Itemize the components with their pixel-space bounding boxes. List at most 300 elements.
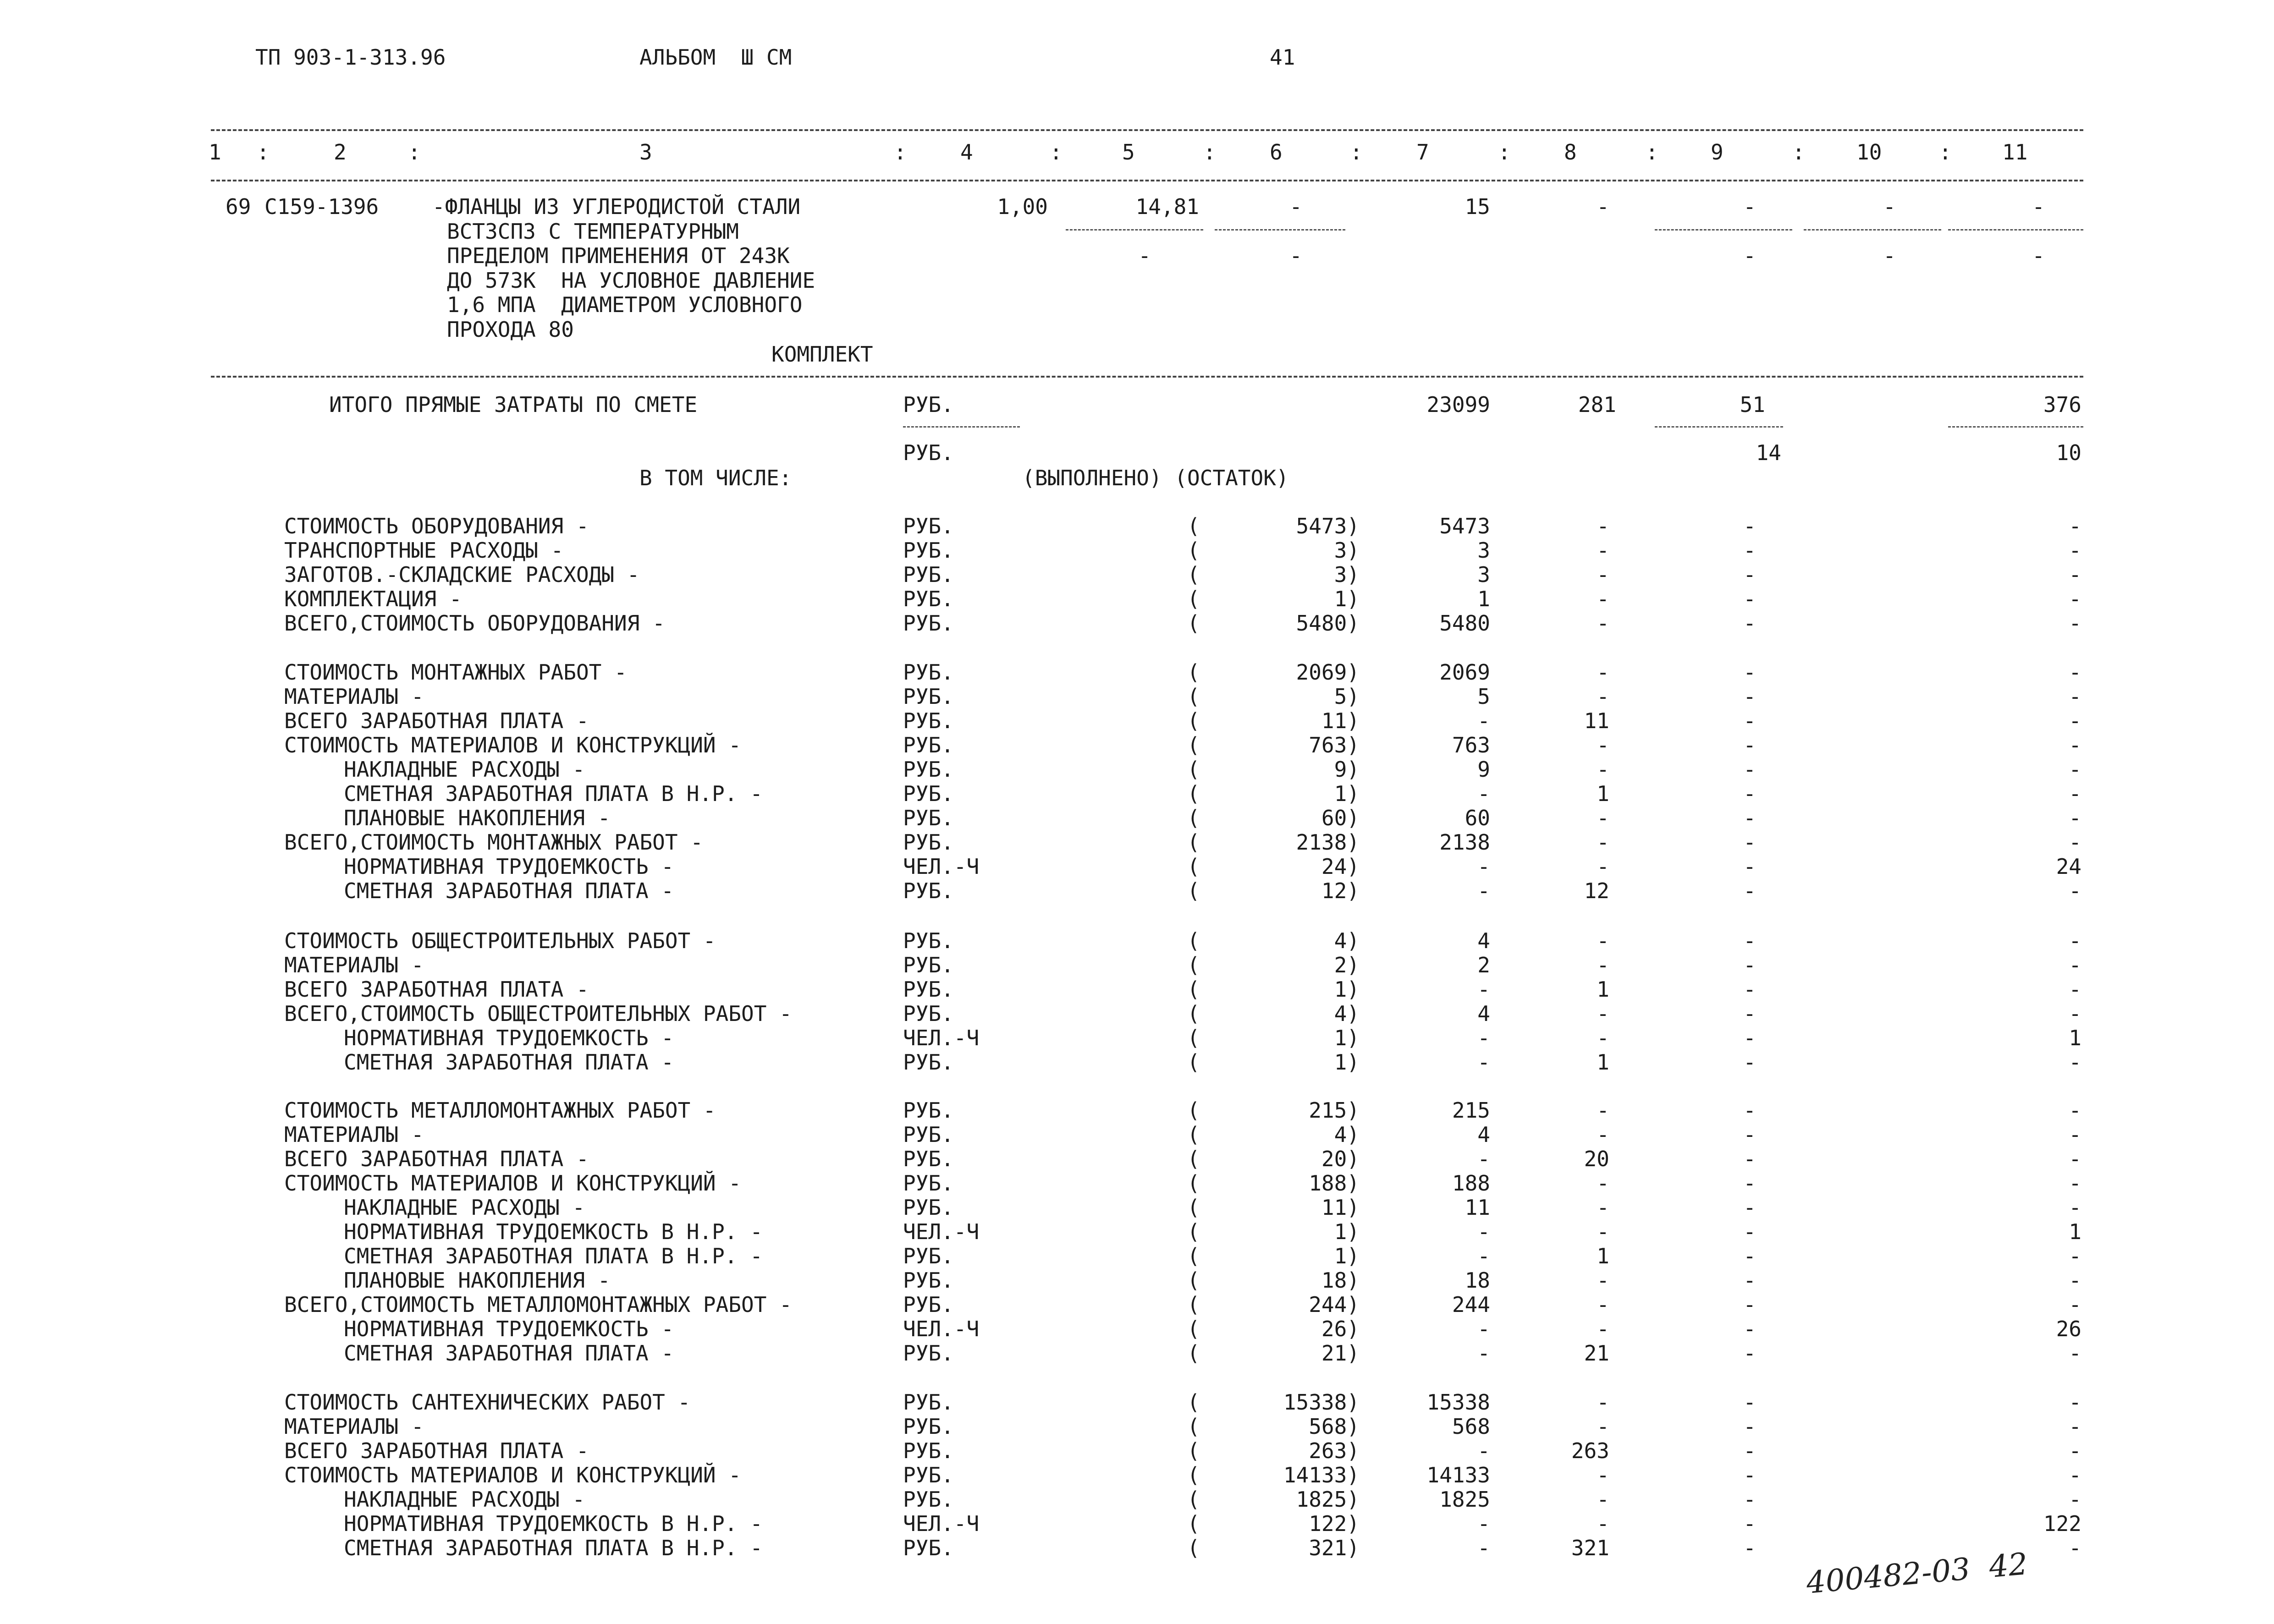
row-col9: - xyxy=(1743,611,1756,636)
row-label: НОРМАТИВНАЯ ТРУДОЕМКОСТЬ В Н.Р. - xyxy=(344,1219,763,1244)
row-col9: - xyxy=(1743,1414,1756,1439)
item-col6: - xyxy=(1289,194,1302,219)
column-number-7: 7 xyxy=(1416,140,1429,165)
row-open-paren: ( xyxy=(1187,1536,1200,1560)
row-col9: - xyxy=(1743,757,1756,782)
row-label: СМЕТНАЯ ЗАРАБОТНАЯ ПЛАТА - xyxy=(344,878,674,903)
row-col9: - xyxy=(1743,733,1756,757)
row-done-value: 11) xyxy=(1321,1195,1360,1220)
row-open-paren: ( xyxy=(1187,878,1200,903)
row-col11: - xyxy=(2069,562,2081,587)
row-label: ВСЕГО,СТОИМОСТЬ ОБЩЕСТРОИТЕЛЬНЫХ РАБОТ - xyxy=(284,1001,792,1026)
row-col7: - xyxy=(1477,1147,1490,1171)
row-col8: 1 xyxy=(1597,977,1609,1002)
row-done-value: 20) xyxy=(1321,1147,1360,1171)
item-col10: - xyxy=(1883,194,1896,219)
row-label: СМЕТНАЯ ЗАРАБОТНАЯ ПЛАТА В Н.Р. - xyxy=(344,781,763,806)
top-rule xyxy=(211,129,2083,131)
totals-col7: 23099 xyxy=(1426,392,1490,417)
row-done-value: 2) xyxy=(1334,953,1360,977)
row-col11: - xyxy=(2069,757,2081,782)
row-done-value: 9) xyxy=(1334,757,1360,782)
row-col8: 12 xyxy=(1584,878,1609,903)
row-col7: - xyxy=(1477,781,1490,806)
row-open-paren: ( xyxy=(1187,514,1200,538)
item-description-line: ПРОХОДА 80 xyxy=(447,317,574,342)
row-col11: 26 xyxy=(2056,1317,2081,1341)
row-col11: - xyxy=(2069,1438,2081,1463)
row-col11: - xyxy=(2069,1147,2081,1171)
totals-col9-second: 14 xyxy=(1756,440,1781,465)
item-description-line: ДО 573К НА УСЛОВНОЕ ДАВЛЕНИЕ xyxy=(447,268,815,293)
row-col9: - xyxy=(1743,684,1756,709)
row-col7: 763 xyxy=(1452,733,1490,757)
item-underline-5 xyxy=(1066,229,1203,230)
item-description-line: ВСТЗСПЗ С ТЕМПЕРАТУРНЫМ xyxy=(447,219,739,244)
row-open-paren: ( xyxy=(1187,1219,1200,1244)
row-col8: - xyxy=(1597,611,1609,636)
row-col8: - xyxy=(1597,1390,1609,1415)
row-col8: 263 xyxy=(1571,1438,1609,1463)
row-unit: ЧЕЛ.-Ч xyxy=(903,1511,980,1536)
row-label: МАТЕРИАЛЫ - xyxy=(284,1122,424,1147)
row-label: НАКЛАДНЫЕ РАСХОДЫ - xyxy=(344,1487,585,1512)
row-done-value: 1) xyxy=(1334,977,1360,1002)
row-col9: - xyxy=(1743,1292,1756,1317)
row-col11: - xyxy=(2069,684,2081,709)
row-col11: - xyxy=(2069,878,2081,903)
row-col8: - xyxy=(1597,854,1609,879)
row-done-value: 4) xyxy=(1334,1001,1360,1026)
row-col9: - xyxy=(1743,1147,1756,1171)
item-col4: 1,00 xyxy=(997,194,1048,219)
row-col9: - xyxy=(1743,781,1756,806)
row-open-paren: ( xyxy=(1187,854,1200,879)
row-unit: РУБ. xyxy=(903,1536,954,1560)
row-col11: - xyxy=(2069,1390,2081,1415)
row-open-paren: ( xyxy=(1187,538,1200,563)
row-col8: 21 xyxy=(1584,1341,1609,1366)
row-col7: 568 xyxy=(1452,1414,1490,1439)
row-unit: РУБ. xyxy=(903,1268,954,1293)
row-col8: - xyxy=(1597,757,1609,782)
row-col7: 1 xyxy=(1477,587,1490,611)
row-col9: - xyxy=(1743,562,1756,587)
item-col7: 15 xyxy=(1465,194,1490,219)
row-label: ВСЕГО ЗАРАБОТНАЯ ПЛАТА - xyxy=(284,977,589,1002)
row-label: ВСЕГО ЗАРАБОТНАЯ ПЛАТА - xyxy=(284,708,589,733)
row-col8: - xyxy=(1597,1268,1609,1293)
row-label: ПЛАНОВЫЕ НАКОПЛЕНИЯ - xyxy=(344,806,611,830)
row-label: СТОИМОСТЬ ОБОРУДОВАНИЯ - xyxy=(284,514,589,538)
row-col8: - xyxy=(1597,733,1609,757)
row-open-paren: ( xyxy=(1187,1390,1200,1415)
row-col7: 3 xyxy=(1477,538,1490,563)
row-done-value: 568) xyxy=(1309,1414,1360,1439)
totals-unit-second: РУБ. xyxy=(903,440,954,465)
row-col8: 1 xyxy=(1597,1244,1609,1268)
row-done-value: 4) xyxy=(1334,1122,1360,1147)
row-label: КОМПЛЕКТАЦИЯ - xyxy=(284,587,462,611)
row-col9: - xyxy=(1743,1244,1756,1268)
row-col7: 14133 xyxy=(1426,1463,1490,1487)
row-col8: - xyxy=(1597,830,1609,855)
row-col11: 122 xyxy=(2043,1511,2081,1536)
row-done-value: 263) xyxy=(1309,1438,1360,1463)
row-col7: 2138 xyxy=(1439,830,1490,855)
row-unit: РУБ. xyxy=(903,1171,954,1196)
row-label: ВСЕГО,СТОИМОСТЬ МОНТАЖНЫХ РАБОТ - xyxy=(284,830,703,855)
row-unit: РУБ. xyxy=(903,708,954,733)
row-open-paren: ( xyxy=(1187,1268,1200,1293)
row-done-value: 1) xyxy=(1334,1219,1360,1244)
item-underline-6 xyxy=(1215,229,1345,230)
row-done-value: 26) xyxy=(1321,1317,1360,1341)
item-description-line: ПРЕДЕЛОМ ПРИМЕНЕНИЯ ОТ 243К xyxy=(447,243,790,269)
row-col9: - xyxy=(1743,1001,1756,1026)
row-open-paren: ( xyxy=(1187,1292,1200,1317)
row-unit: РУБ. xyxy=(903,928,954,953)
row-unit: РУБ. xyxy=(903,1292,954,1317)
row-col8: - xyxy=(1597,953,1609,977)
row-done-value: 24) xyxy=(1321,854,1360,879)
row-label: НОРМАТИВНАЯ ТРУДОЕМКОСТЬ - xyxy=(344,1026,674,1050)
totals-unit: РУБ. xyxy=(903,392,954,417)
row-col11: - xyxy=(2069,977,2081,1002)
row-unit: РУБ. xyxy=(903,781,954,806)
totals-underline-11 xyxy=(1948,426,2083,428)
row-col11: - xyxy=(2069,1195,2081,1220)
row-done-value: 1) xyxy=(1334,781,1360,806)
item-col6-second: - xyxy=(1289,243,1302,268)
row-label: НОРМАТИВНАЯ ТРУДОЕМКОСТЬ В Н.Р. - xyxy=(344,1511,763,1536)
row-col7: - xyxy=(1477,854,1490,879)
row-unit: ЧЕЛ.-Ч xyxy=(903,854,980,879)
row-col9: - xyxy=(1743,854,1756,879)
row-col7: - xyxy=(1477,708,1490,733)
item-col9: - xyxy=(1743,194,1756,219)
row-done-value: 1825) xyxy=(1296,1487,1360,1512)
row-col9: - xyxy=(1743,514,1756,538)
row-col8: - xyxy=(1597,1292,1609,1317)
column-separator: : xyxy=(1498,140,1511,165)
album-label: АЛЬБОМ Ш СМ xyxy=(639,45,792,70)
subtotal-heading: В ТОМ ЧИСЛЕ: xyxy=(639,466,792,490)
row-open-paren: ( xyxy=(1187,1050,1200,1075)
row-open-paren: ( xyxy=(1187,1026,1200,1050)
row-label: МАТЕРИАЛЫ - xyxy=(284,1414,424,1439)
row-col11: - xyxy=(2069,1341,2081,1366)
row-col8: - xyxy=(1597,1317,1609,1341)
row-col11: - xyxy=(2069,1171,2081,1196)
item-number: 69 xyxy=(226,194,251,219)
row-label: ТРАНСПОРТНЫЕ РАСХОДЫ - xyxy=(284,538,564,563)
row-col8: - xyxy=(1597,684,1609,709)
row-col11: - xyxy=(2069,1414,2081,1439)
row-col8: - xyxy=(1597,587,1609,611)
row-unit: РУБ. xyxy=(903,1438,954,1463)
row-col9: - xyxy=(1743,1268,1756,1293)
row-col9: - xyxy=(1743,1026,1756,1050)
column-separator: : xyxy=(1203,140,1216,165)
row-col9: - xyxy=(1743,1438,1756,1463)
row-col8: - xyxy=(1597,1511,1609,1536)
row-done-value: 14133) xyxy=(1283,1463,1360,1487)
totals-underline-unit xyxy=(903,426,1020,428)
item-col11-second: - xyxy=(2032,243,2045,268)
row-open-paren: ( xyxy=(1187,708,1200,733)
row-done-value: 11) xyxy=(1321,708,1360,733)
row-open-paren: ( xyxy=(1187,1001,1200,1026)
row-col9: - xyxy=(1743,1171,1756,1196)
row-done-value: 122) xyxy=(1309,1511,1360,1536)
row-col9: - xyxy=(1743,708,1756,733)
row-col11: - xyxy=(2069,1487,2081,1512)
row-unit: РУБ. xyxy=(903,733,954,757)
row-col11: - xyxy=(2069,660,2081,685)
row-done-value: 2138) xyxy=(1296,830,1360,855)
row-col7: 244 xyxy=(1452,1292,1490,1317)
row-done-value: 1) xyxy=(1334,1244,1360,1268)
column-separator: : xyxy=(408,140,421,165)
row-col7: 60 xyxy=(1465,806,1490,830)
column-separator: : xyxy=(1646,140,1658,165)
row-col8: - xyxy=(1597,562,1609,587)
row-col11: - xyxy=(2069,1463,2081,1487)
row-col8: - xyxy=(1597,514,1609,538)
row-col11: - xyxy=(2069,1268,2081,1293)
row-col9: - xyxy=(1743,953,1756,977)
row-unit: РУБ. xyxy=(903,1098,954,1123)
row-label: НАКЛАДНЫЕ РАСХОДЫ - xyxy=(344,1195,585,1220)
row-col7: 2069 xyxy=(1439,660,1490,685)
row-label: ЗАГОТОВ.-СКЛАДСКИЕ РАСХОДЫ - xyxy=(284,562,640,587)
row-col11: - xyxy=(2069,733,2081,757)
row-col7: 1825 xyxy=(1439,1487,1490,1512)
row-col7: 11 xyxy=(1465,1195,1490,1220)
row-col9: - xyxy=(1743,806,1756,830)
row-unit: ЧЕЛ.-Ч xyxy=(903,1317,980,1341)
item-code: С159-1396 xyxy=(264,194,379,219)
row-open-paren: ( xyxy=(1187,1438,1200,1463)
row-col11: - xyxy=(2069,514,2081,538)
row-col11: 1 xyxy=(2069,1219,2081,1244)
row-unit: РУБ. xyxy=(903,538,954,563)
column-separator: : xyxy=(1050,140,1063,165)
row-col8: 321 xyxy=(1571,1536,1609,1560)
row-col7: 5473 xyxy=(1439,514,1490,538)
row-col9: - xyxy=(1743,878,1756,903)
row-col11: - xyxy=(2069,781,2081,806)
row-col11: - xyxy=(2069,708,2081,733)
column-number-6: 6 xyxy=(1270,140,1283,165)
row-done-value: 188) xyxy=(1309,1171,1360,1196)
item-bottom-rule xyxy=(211,376,2083,378)
row-col7: 4 xyxy=(1477,928,1490,953)
handwritten-note: 400482-03 42 xyxy=(1805,1546,2029,1601)
row-unit: РУБ. xyxy=(903,806,954,830)
row-unit: РУБ. xyxy=(903,878,954,903)
row-col8: - xyxy=(1597,1219,1609,1244)
column-number-3: 3 xyxy=(639,140,652,165)
row-label: ВСЕГО ЗАРАБОТНАЯ ПЛАТА - xyxy=(284,1147,589,1171)
row-unit: РУБ. xyxy=(903,953,954,977)
item-description-line: -ФЛАНЦЫ ИЗ УГЛЕРОДИСТОЙ СТАЛИ xyxy=(432,194,801,219)
row-done-value: 1) xyxy=(1334,1050,1360,1075)
row-col8: - xyxy=(1597,1463,1609,1487)
row-col7: 5 xyxy=(1477,684,1490,709)
column-number-4: 4 xyxy=(960,140,973,165)
done-remaining-heading: (ВЫПОЛНЕНО) (ОСТАТОК) xyxy=(1022,466,1289,490)
row-label: ВСЕГО ЗАРАБОТНАЯ ПЛАТА - xyxy=(284,1438,589,1463)
row-col9: - xyxy=(1743,660,1756,685)
row-open-paren: ( xyxy=(1187,1487,1200,1512)
column-number-1: 1 xyxy=(209,140,221,165)
row-unit: РУБ. xyxy=(903,684,954,709)
row-label: СМЕТНАЯ ЗАРАБОТНАЯ ПЛАТА - xyxy=(344,1341,674,1366)
row-done-value: 5473) xyxy=(1296,514,1360,538)
row-col11: - xyxy=(2069,611,2081,636)
row-col9: - xyxy=(1743,1390,1756,1415)
row-col11: - xyxy=(2069,806,2081,830)
row-open-paren: ( xyxy=(1187,733,1200,757)
row-label: ПЛАНОВЫЕ НАКОПЛЕНИЯ - xyxy=(344,1268,611,1293)
row-done-value: 321) xyxy=(1309,1536,1360,1560)
row-col7: - xyxy=(1477,1317,1490,1341)
row-unit: РУБ. xyxy=(903,1341,954,1366)
row-done-value: 15338) xyxy=(1283,1390,1360,1415)
row-label: СМЕТНАЯ ЗАРАБОТНАЯ ПЛАТА В Н.Р. - xyxy=(344,1244,763,1268)
column-number-11: 11 xyxy=(2002,140,2028,165)
column-separator: : xyxy=(1939,140,1952,165)
column-number-2: 2 xyxy=(334,140,347,165)
row-open-paren: ( xyxy=(1187,562,1200,587)
row-done-value: 12) xyxy=(1321,878,1360,903)
row-col11: - xyxy=(2069,1536,2081,1560)
row-col7: 4 xyxy=(1477,1122,1490,1147)
row-label: СТОИМОСТЬ МОНТАЖНЫХ РАБОТ - xyxy=(284,660,627,685)
row-col7: 188 xyxy=(1452,1171,1490,1196)
row-unit: РУБ. xyxy=(903,660,954,685)
row-col7: - xyxy=(1477,1438,1490,1463)
item-underline-11 xyxy=(1948,229,2083,230)
row-done-value: 3) xyxy=(1334,562,1360,587)
row-col9: - xyxy=(1743,1122,1756,1147)
row-col7: - xyxy=(1477,1219,1490,1244)
row-unit: РУБ. xyxy=(903,1414,954,1439)
row-open-paren: ( xyxy=(1187,928,1200,953)
row-done-value: 5480) xyxy=(1296,611,1360,636)
column-number-10: 10 xyxy=(1856,140,1882,165)
row-done-value: 5) xyxy=(1334,684,1360,709)
row-label: ВСЕГО,СТОИМОСТЬ МЕТАЛЛОМОНТАЖНЫХ РАБОТ - xyxy=(284,1292,792,1317)
row-unit: РУБ. xyxy=(903,977,954,1002)
item-col11: - xyxy=(2032,194,2045,219)
row-open-paren: ( xyxy=(1187,1171,1200,1196)
row-label: ВСЕГО,СТОИМОСТЬ ОБОРУДОВАНИЯ - xyxy=(284,611,665,636)
row-open-paren: ( xyxy=(1187,757,1200,782)
row-col7: 15338 xyxy=(1426,1390,1490,1415)
row-done-value: 1) xyxy=(1334,587,1360,611)
row-col7: 9 xyxy=(1477,757,1490,782)
row-col11: 1 xyxy=(2069,1026,2081,1050)
row-col8: 20 xyxy=(1584,1147,1609,1171)
row-open-paren: ( xyxy=(1187,781,1200,806)
row-open-paren: ( xyxy=(1187,660,1200,685)
row-open-paren: ( xyxy=(1187,1341,1200,1366)
row-unit: РУБ. xyxy=(903,514,954,538)
row-col8: - xyxy=(1597,1171,1609,1196)
row-open-paren: ( xyxy=(1187,953,1200,977)
row-done-value: 1) xyxy=(1334,1026,1360,1050)
row-col11: - xyxy=(2069,1122,2081,1147)
row-unit: РУБ. xyxy=(903,1001,954,1026)
row-col7: - xyxy=(1477,1341,1490,1366)
row-col8: - xyxy=(1597,660,1609,685)
row-unit: РУБ. xyxy=(903,562,954,587)
row-done-value: 215) xyxy=(1309,1098,1360,1123)
row-label: МАТЕРИАЛЫ - xyxy=(284,684,424,709)
row-col8: - xyxy=(1597,1026,1609,1050)
row-col9: - xyxy=(1743,1536,1756,1560)
row-open-paren: ( xyxy=(1187,684,1200,709)
row-unit: РУБ. xyxy=(903,1195,954,1220)
row-col11: - xyxy=(2069,1292,2081,1317)
row-col7: 4 xyxy=(1477,1001,1490,1026)
row-col11: - xyxy=(2069,587,2081,611)
row-open-paren: ( xyxy=(1187,1317,1200,1341)
row-col7: 3 xyxy=(1477,562,1490,587)
row-unit: ЧЕЛ.-Ч xyxy=(903,1026,980,1050)
totals-col9: 51 xyxy=(1740,392,1765,417)
column-separator: : xyxy=(257,140,270,165)
row-open-paren: ( xyxy=(1187,806,1200,830)
item-description-line: 1,6 МПА ДИАМЕТРОМ УСЛОВНОГО xyxy=(447,292,803,318)
row-col7: 2 xyxy=(1477,953,1490,977)
row-open-paren: ( xyxy=(1187,611,1200,636)
row-col11: - xyxy=(2069,1001,2081,1026)
row-unit: РУБ. xyxy=(903,1487,954,1512)
row-col9: - xyxy=(1743,977,1756,1002)
item-underline-9 xyxy=(1655,229,1792,230)
row-done-value: 2069) xyxy=(1296,660,1360,685)
totals-col11-second: 10 xyxy=(2056,440,2081,465)
item-underline-10 xyxy=(1804,229,1941,230)
row-col9: - xyxy=(1743,1195,1756,1220)
row-label: СМЕТНАЯ ЗАРАБОТНАЯ ПЛАТА - xyxy=(344,1050,674,1075)
row-label: СТОИМОСТЬ МАТЕРИАЛОВ И КОНСТРУКЦИЙ - xyxy=(284,1171,741,1196)
row-unit: РУБ. xyxy=(903,1050,954,1075)
row-col7: - xyxy=(1477,1050,1490,1075)
totals-label: ИТОГО ПРЯМЫЕ ЗАТРАТЫ ПО СМЕТЕ xyxy=(329,392,698,417)
row-col11: - xyxy=(2069,953,2081,977)
row-col8: 1 xyxy=(1597,1050,1609,1075)
row-col8: 11 xyxy=(1584,708,1609,733)
row-label: НОРМАТИВНАЯ ТРУДОЕМКОСТЬ - xyxy=(344,1317,674,1341)
row-col7: - xyxy=(1477,1511,1490,1536)
row-col9: - xyxy=(1743,1317,1756,1341)
row-unit: РУБ. xyxy=(903,611,954,636)
row-unit: РУБ. xyxy=(903,1147,954,1171)
row-unit: РУБ. xyxy=(903,1244,954,1268)
column-separator: : xyxy=(1350,140,1363,165)
row-col7: 5480 xyxy=(1439,611,1490,636)
column-number-9: 9 xyxy=(1711,140,1723,165)
row-col9: - xyxy=(1743,1219,1756,1244)
header-bottom-rule xyxy=(211,180,2083,181)
row-col8: - xyxy=(1597,1098,1609,1123)
column-separator: : xyxy=(894,140,907,165)
